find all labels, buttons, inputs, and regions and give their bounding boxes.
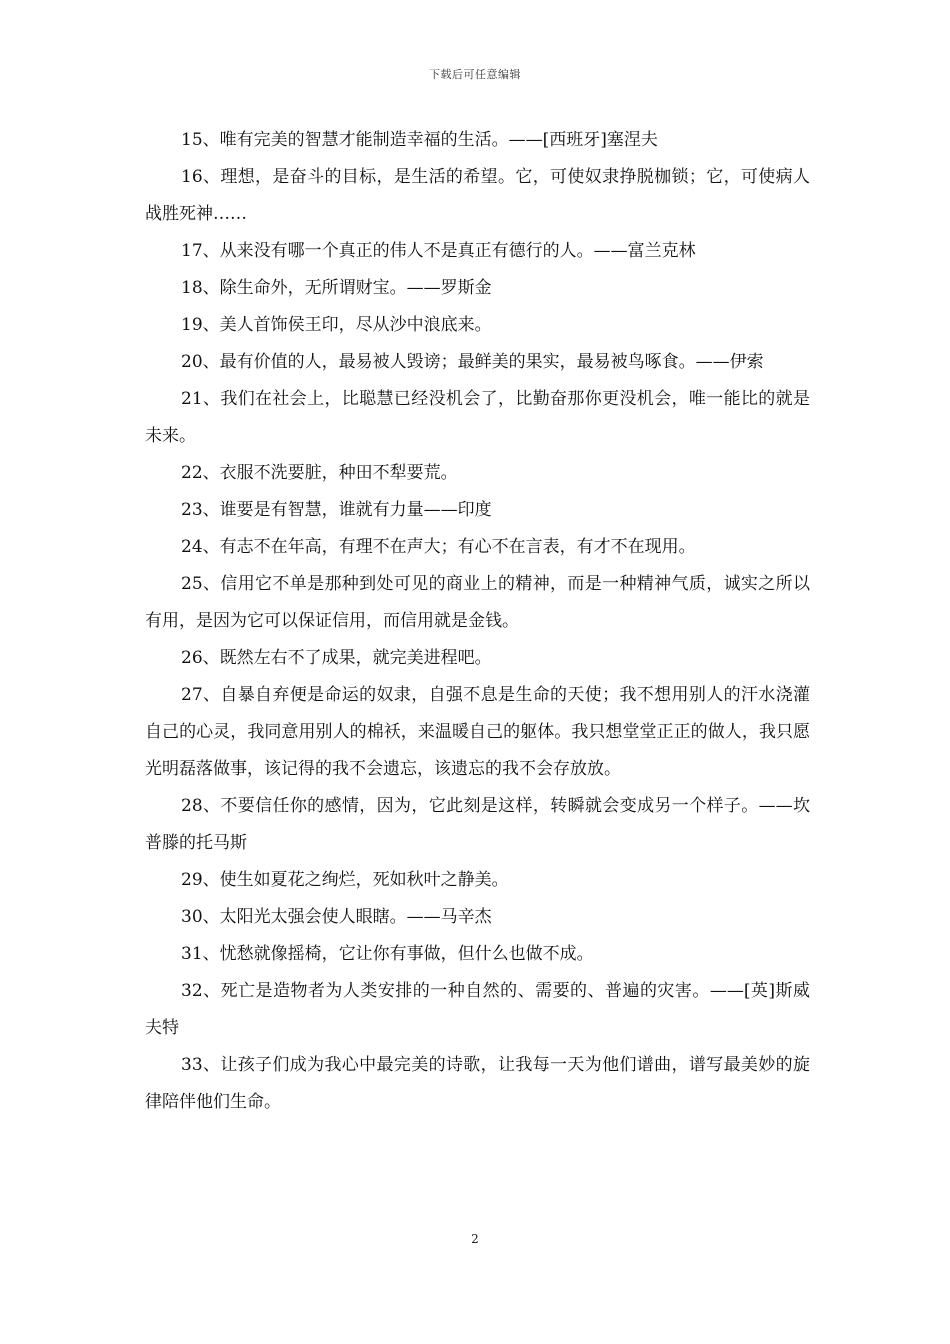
quote-paragraph: 20、最有价值的人，最易被人毁谤；最鲜美的果实，最易被鸟啄食。——伊索 (181, 352, 764, 372)
quote-paragraph: 32、死亡是造物者为人类安排的一种自然的、需要的、普遍的灾害。——[英]斯威夫特 (145, 981, 810, 1038)
quote-paragraph: 22、衣服不洗要脏，种田不犁要荒。 (181, 463, 458, 483)
quote-paragraph: 23、谁要是有智慧，谁就有力量——印度 (181, 500, 492, 520)
quote-paragraph: 28、不要信任你的感情，因为，它此刻是这样，转瞬就会变成另一个样子。——坎普滕的托马斯 (145, 796, 810, 853)
quote-paragraph: 29、使生如夏花之绚烂，死如秋叶之静美。 (181, 870, 509, 890)
quote-paragraph: 33、让孩子们成为我心中最完美的诗歌，让我每一天为他们谱曲，谱写最美妙的旋律陪伴他们生命。 (145, 1055, 810, 1112)
quote-paragraph: 15、唯有完美的智慧才能制造幸福的生活。——[西班牙]塞涅夫 (181, 130, 658, 150)
page-header: 下载后可任意编辑 (429, 68, 521, 81)
quote-paragraph: 26、既然左右不了成果，就完美进程吧。 (181, 648, 492, 668)
quote-paragraph: 27、自暴自弃便是命运的奴隶，自强不息是生命的天使；我不想用别人的汗水浇灌自己的心灵，我同意用别人的棉袄，来温暖自己的躯体。我只想堂堂正正的做人，我只愿光明磊落做事，该记得的我不会遗忘，该遗忘的我不会存放放。 (145, 685, 810, 779)
quote-paragraph: 25、信用它不单是那种到处可见的商业上的精神，而是一种精神气质，诚实之所以有用，是因为它可以保证信用，而信用就是金钱。 (145, 574, 810, 631)
quote-paragraph: 30、太阳光太强会使人眼瞎。——马辛杰 (181, 907, 492, 927)
quote-paragraph: 16、理想，是奋斗的目标，是生活的希望。它，可使奴隶挣脱枷锁；它，可使病人战胜死神…… (145, 167, 810, 224)
quote-paragraph: 18、除生命外，无所谓财宝。——罗斯金 (181, 278, 492, 298)
quote-paragraph: 19、美人首饰侯王印，尽从沙中浪底来。 (181, 315, 492, 335)
quote-paragraph: 17、从来没有哪一个真正的伟人不是真正有德行的人。——富兰克林 (181, 241, 696, 261)
quote-paragraph: 24、有志不在年高，有理不在声大；有心不在言表，有才不在现用。 (181, 537, 696, 557)
quote-paragraph: 31、忧愁就像摇椅，它让你有事做，但什么也做不成。 (181, 944, 594, 964)
page-number: 2 (471, 1232, 479, 1246)
document-body (145, 122, 810, 1121)
quote-paragraph: 21、我们在社会上，比聪慧已经没机会了，比勤奋那你更没机会，唯一能比的就是未来。 (145, 389, 810, 446)
